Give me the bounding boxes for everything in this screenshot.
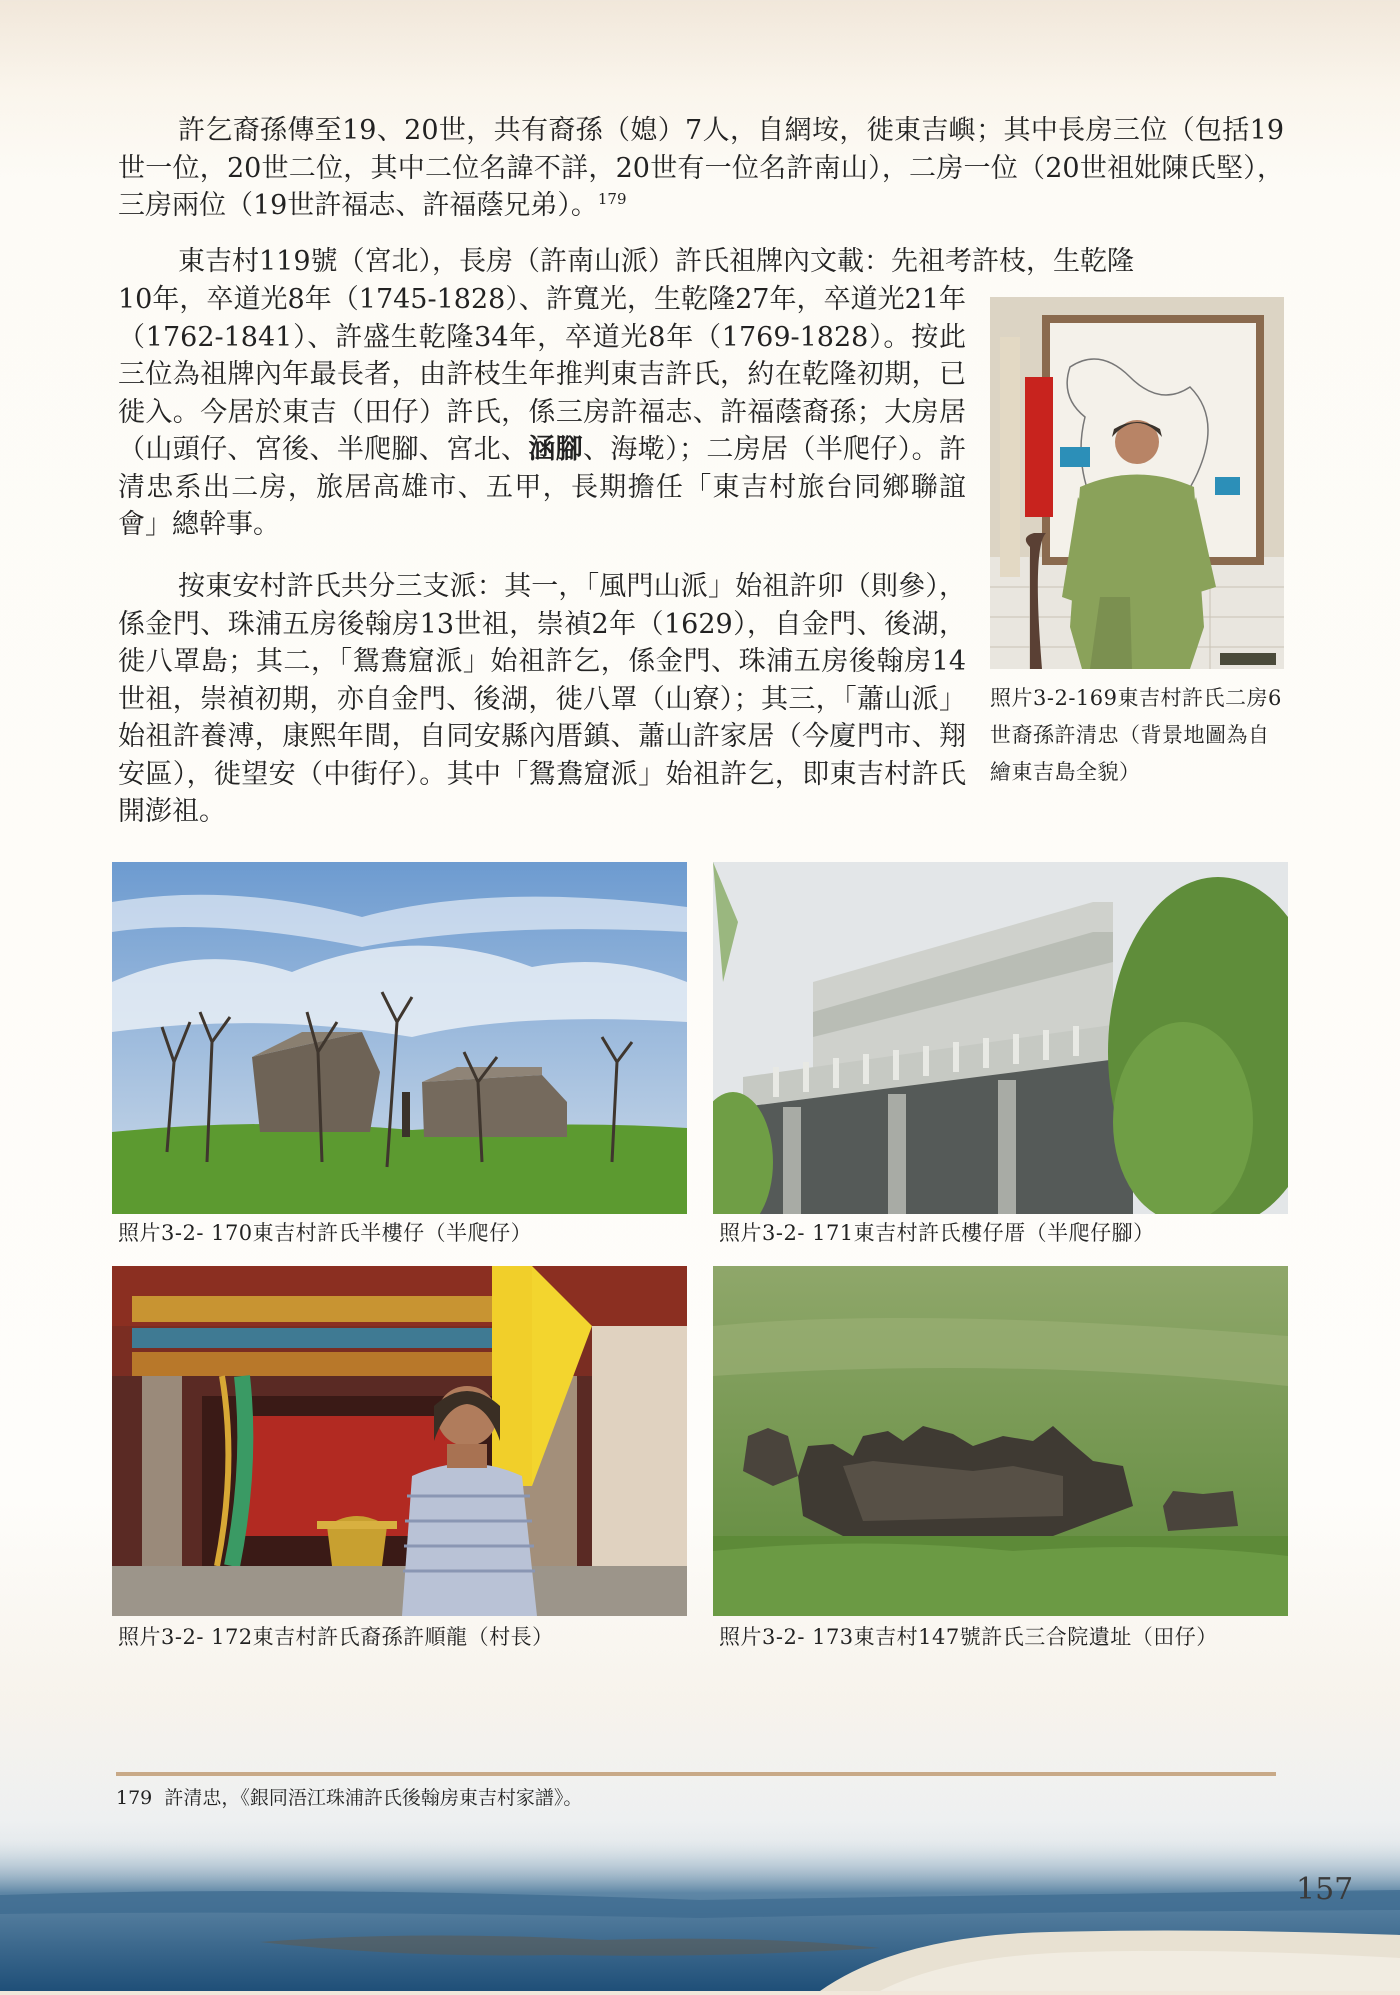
footnote-number: 179 xyxy=(116,1787,153,1809)
photo-173-image xyxy=(713,1266,1288,1616)
caption-173 xyxy=(719,1619,1294,1655)
paragraph-1 xyxy=(118,112,1284,225)
caption-171 xyxy=(719,1215,1294,1251)
bold-place-name: 涵腳 xyxy=(528,434,584,465)
caption-171-text: 照片3-2- 171東吉村許氏樓仔厝（半爬仔腳） xyxy=(719,1221,1155,1245)
paragraph-2-body xyxy=(118,281,966,544)
footnote xyxy=(116,1784,582,1812)
caption-172-text: 照片3-2- 172東吉村許氏裔孫許順龍（村長） xyxy=(118,1625,554,1649)
paragraph-2-lead-text: 東吉村119號（宮北），長房（許南山派）許氏祖牌內文載：先祖考許枝，生乾隆 xyxy=(178,246,1135,277)
photo-173 xyxy=(713,1266,1288,1616)
photo-172-image xyxy=(112,1266,687,1616)
page-number: 157 xyxy=(1296,1872,1354,1907)
footnote-text: 許清忠，《銀同浯江珠浦許氏後翰房東吉村家譜》。 xyxy=(164,1787,583,1809)
paragraph-3 xyxy=(118,568,966,831)
paragraph-1-text: 許乞裔孫傳至19、20世，共有裔孫（媳）7人，自網垵，徙東吉嶼；其中長房三位（包括19世一位，20世二位，其中二位名諱不詳，20世有一位名許南山），二房一位（20世祖妣陳氏堅），三房兩位（19世許福志、許福蔭兄弟）。 xyxy=(118,115,1284,221)
footnote-divider xyxy=(116,1772,1276,1776)
photo-170-image xyxy=(112,862,687,1214)
photo-170 xyxy=(112,862,687,1214)
footnote-ref: 179 xyxy=(597,190,627,208)
paragraph-3-text: 按東安村許氏共分三支派：其一，「風門山派」始祖許卯（則參），係金門、珠浦五房後翰房13世祖，崇禎2年（1629），自金門、後湖，徙八罩島；其二，「鴛鴦窟派」始祖許乞，係金門、珠浦五房後翰房14世祖，崇禎初期，亦自金門、後湖，徙八罩（山寮）；其三，「蕭山派」始祖許養溥，康熙年間，自同安縣內厝鎮、蕭山許家居（今廈門市、翔安區），徙望安（中街仔）。其中「鴛鴦窟派」始祖許乞，即東吉村許氏開澎祖。 xyxy=(118,571,966,827)
paragraph-2-lead xyxy=(118,243,1284,281)
sea-image xyxy=(0,1840,1400,1991)
photo-172 xyxy=(112,1266,687,1616)
photo-169-image xyxy=(990,297,1284,669)
caption-170 xyxy=(118,1215,693,1251)
paragraph-2-tail-text: 、海墘）；二房居（半爬仔）。許清忠系出二房，旅居高雄市、五甲，長期擔任「東吉村旅台同鄉聯誼會」總幹事。 xyxy=(118,434,967,540)
paragraph-2-body-text: 10年，卒道光8年（1745-1828）、許寬光，生乾隆27年，卒道光21年（1762-1841）、許盛生乾隆34年，卒道光8年（1769-1828）。按此三位為祖牌內年最長者，由許枝生年推判東吉許氏，約在乾隆初期，已徙入。今居於東吉（田仔）許氏，係三房許福志、許福蔭裔孫；大房居（山頭仔、宮後、半爬腳、宮北、 xyxy=(118,284,966,465)
caption-173-text: 照片3-2- 173東吉村147號許氏三合院遺址（田仔） xyxy=(719,1625,1218,1649)
caption-172 xyxy=(118,1619,693,1655)
bottom-sea-banner xyxy=(0,1840,1400,1991)
caption-170-text: 照片3-2- 170東吉村許氏半樓仔（半爬仔） xyxy=(118,1221,533,1245)
caption-169-text: 照片3-2-169東吉村許氏二房6世裔孫許清忠（背景地圖為自繪東吉島全貌） xyxy=(990,686,1282,784)
photo-171 xyxy=(713,862,1288,1214)
photo-171-image xyxy=(713,862,1288,1214)
caption-169 xyxy=(990,680,1284,791)
photo-169 xyxy=(990,297,1284,669)
